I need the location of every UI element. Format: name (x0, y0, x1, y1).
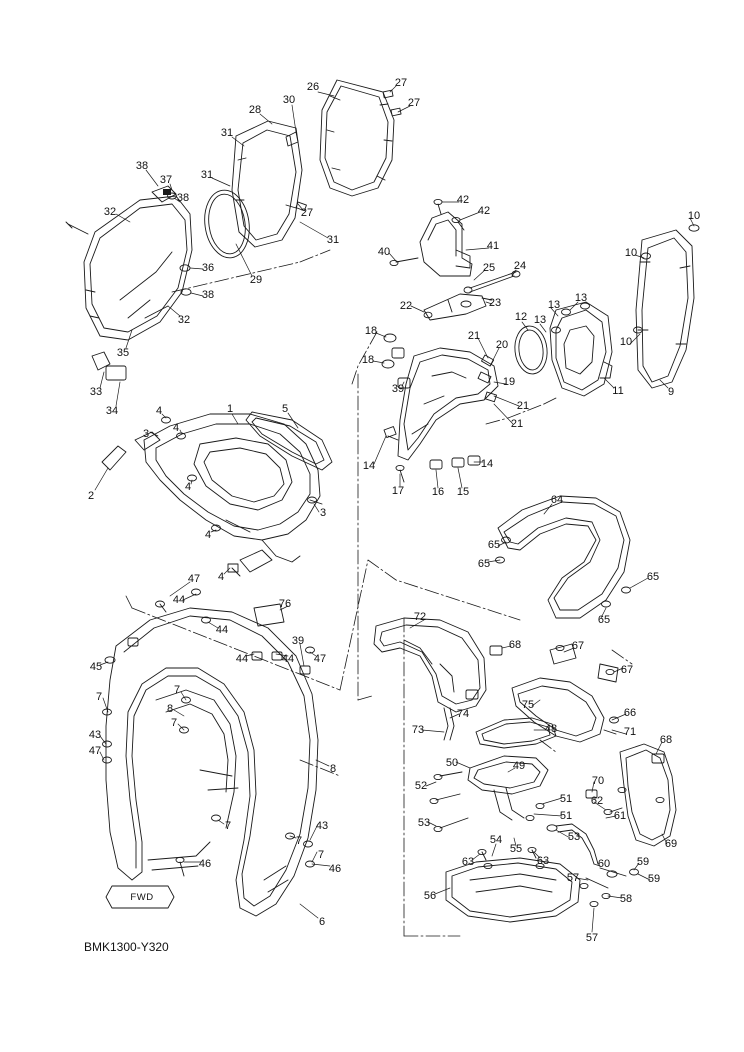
callout-number-36: 36 (201, 262, 215, 274)
part-22-23-bracket (424, 294, 492, 320)
callout-number-2: 2 (87, 490, 95, 502)
callout-number-44: 44 (172, 594, 186, 606)
callout-number-29: 29 (249, 274, 263, 286)
callout-number-34: 34 (105, 405, 119, 417)
callout-number-44: 44 (235, 653, 249, 665)
callout-number-65: 65 (477, 558, 491, 570)
callout-number-11: 11 (612, 385, 624, 397)
callout-number-21: 21 (467, 330, 481, 342)
callout-number-41: 41 (486, 240, 500, 252)
callout-number-74: 74 (456, 708, 470, 720)
callout-number-20: 20 (495, 339, 509, 351)
callout-number-31: 31 (220, 127, 234, 139)
callout-number-68: 68 (508, 639, 522, 651)
part-2-3-4-brackets (102, 417, 322, 576)
part-32-pin (66, 222, 168, 318)
part-41-bracket (420, 212, 472, 276)
callout-number-47: 47 (88, 745, 102, 757)
callout-number-13: 13 (547, 299, 561, 311)
callout-number-3: 3 (142, 428, 150, 440)
part-38-screws (168, 193, 192, 295)
callout-number-60: 60 (597, 858, 611, 870)
part-35-cover (84, 196, 192, 340)
callout-number-10: 10 (687, 210, 701, 222)
callout-number-71: 71 (623, 726, 637, 738)
callout-number-33: 33 (89, 386, 103, 398)
callout-number-28: 28 (248, 104, 262, 116)
callout-number-65: 65 (646, 571, 660, 583)
part-64-trim (496, 496, 631, 618)
part-1-handlebar-cover (144, 414, 320, 572)
callout-number-52: 52 (414, 780, 428, 792)
callout-number-67: 67 (571, 640, 585, 652)
callout-number-69: 69 (664, 838, 678, 850)
callout-number-38: 38 (176, 192, 190, 204)
callout-number-7: 7 (95, 691, 103, 703)
callout-number-4: 4 (184, 481, 192, 493)
callout-number-31: 31 (326, 234, 340, 246)
callout-number-18: 18 (361, 354, 375, 366)
callout-number-18: 18 (364, 325, 378, 337)
callout-number-9: 9 (667, 386, 675, 398)
callout-number-30: 30 (282, 94, 296, 106)
part-28-panel (232, 121, 302, 247)
callout-number-24: 24 (513, 260, 527, 272)
callout-number-57: 57 (585, 932, 599, 944)
callout-number-31: 31 (200, 169, 214, 181)
callout-number-7: 7 (173, 684, 181, 696)
part-9-cover (636, 230, 694, 388)
part-18-grommets (382, 334, 404, 368)
callout-number-37: 37 (159, 174, 173, 186)
callout-number-12: 12 (514, 311, 528, 323)
callout-number-72: 72 (413, 611, 427, 623)
callout-number-57: 57 (566, 872, 580, 884)
callout-number-22: 22 (399, 300, 413, 312)
part-68-clips (466, 646, 664, 763)
callout-number-65: 65 (487, 539, 501, 551)
callout-number-63: 63 (536, 855, 550, 867)
callout-number-15: 15 (456, 486, 470, 498)
callout-number-51: 51 (559, 810, 573, 822)
callout-number-39: 39 (291, 635, 305, 647)
callout-number-58: 58 (619, 893, 633, 905)
callout-number-48: 48 (544, 723, 558, 735)
callout-number-14: 14 (480, 458, 494, 470)
callout-number-54: 54 (489, 834, 503, 846)
part-72-panel (374, 618, 486, 740)
callout-number-27: 27 (394, 77, 408, 89)
callout-number-43: 43 (88, 729, 102, 741)
part-12-gasket (513, 324, 550, 375)
callout-number-5: 5 (281, 403, 289, 415)
callout-number-7: 7 (295, 835, 303, 847)
callout-number-38: 38 (135, 160, 149, 172)
callout-number-10: 10 (619, 336, 633, 348)
part-11-panel (550, 302, 612, 396)
callout-number-47: 47 (187, 573, 201, 585)
callout-number-44: 44 (215, 624, 229, 636)
callout-number-76: 76 (278, 598, 292, 610)
callout-number-68: 68 (659, 734, 673, 746)
callout-number-4: 4 (217, 571, 225, 583)
callout-number-4: 4 (172, 422, 180, 434)
callout-number-4: 4 (204, 529, 212, 541)
part-19-duct (398, 348, 498, 460)
callout-number-32: 32 (103, 206, 117, 218)
callout-number-59: 59 (647, 873, 661, 885)
callout-number-50: 50 (445, 757, 459, 769)
callout-number-6: 6 (318, 916, 326, 928)
callout-number-73: 73 (411, 724, 425, 736)
callout-number-46: 46 (198, 858, 212, 870)
section-line-1 (172, 262, 300, 292)
callout-number-42: 42 (456, 194, 470, 206)
callout-number-21: 21 (510, 418, 524, 430)
part-26-panel (320, 80, 394, 196)
callout-number-61: 61 (613, 810, 627, 822)
callout-number-43: 43 (315, 820, 329, 832)
fwd-direction-label: FWD (130, 891, 154, 903)
callout-number-35: 35 (116, 347, 130, 359)
callout-number-45: 45 (89, 661, 103, 673)
part-27-clips (296, 90, 401, 211)
callout-number-27: 27 (300, 207, 314, 219)
callout-number-7: 7 (224, 820, 232, 832)
callout-number-13: 13 (533, 314, 547, 326)
callout-number-46: 46 (328, 863, 342, 875)
callout-number-62: 62 (590, 795, 604, 807)
callout-number-13: 13 (574, 292, 588, 304)
callout-number-66: 66 (623, 707, 637, 719)
callout-number-8: 8 (329, 763, 337, 775)
callout-number-19: 19 (502, 376, 516, 388)
callout-number-40: 40 (377, 246, 391, 258)
callout-number-75: 75 (521, 699, 535, 711)
callout-number-7: 7 (170, 717, 178, 729)
callout-number-17: 17 (391, 485, 405, 497)
callout-number-47: 47 (313, 653, 327, 665)
callout-number-59: 59 (636, 856, 650, 868)
callout-number-23: 23 (488, 297, 502, 309)
callout-number-70: 70 (591, 775, 605, 787)
callout-number-56: 56 (423, 890, 437, 902)
callout-number-55: 55 (509, 843, 523, 855)
callout-number-4: 4 (155, 405, 163, 417)
part-29-gasket-oval (200, 187, 253, 260)
part-5-gasket (246, 412, 332, 470)
callout-number-53: 53 (567, 831, 581, 843)
callout-number-44: 44 (281, 653, 295, 665)
callout-number-10: 10 (624, 247, 638, 259)
callout-number-25: 25 (482, 262, 496, 274)
callout-number-49: 49 (512, 760, 526, 772)
callout-number-39: 39 (391, 383, 405, 395)
callout-number-32: 32 (177, 314, 191, 326)
callout-number-14: 14 (362, 460, 376, 472)
part-69-panel (618, 744, 676, 846)
callout-number-53: 53 (417, 817, 431, 829)
callout-number-3: 3 (319, 507, 327, 519)
callout-number-51: 51 (559, 793, 573, 805)
callout-number-16: 16 (431, 486, 445, 498)
callout-number-63: 63 (461, 856, 475, 868)
callout-number-26: 26 (306, 81, 320, 93)
callout-number-65: 65 (597, 614, 611, 626)
part-63-fasteners (478, 847, 536, 860)
callout-number-7: 7 (317, 849, 325, 861)
callout-number-67: 67 (620, 664, 634, 676)
callout-number-1: 1 (226, 403, 234, 415)
diagram-part-code: BMK1300-Y320 (84, 940, 169, 954)
callout-number-27: 27 (407, 97, 421, 109)
callout-number-21: 21 (516, 400, 530, 412)
callout-number-8: 8 (166, 703, 174, 715)
part-24-25-rod (464, 271, 520, 293)
callout-number-42: 42 (477, 205, 491, 217)
callout-number-64: 64 (550, 494, 564, 506)
callout-number-38: 38 (201, 289, 215, 301)
part-37-bracket (152, 186, 176, 202)
